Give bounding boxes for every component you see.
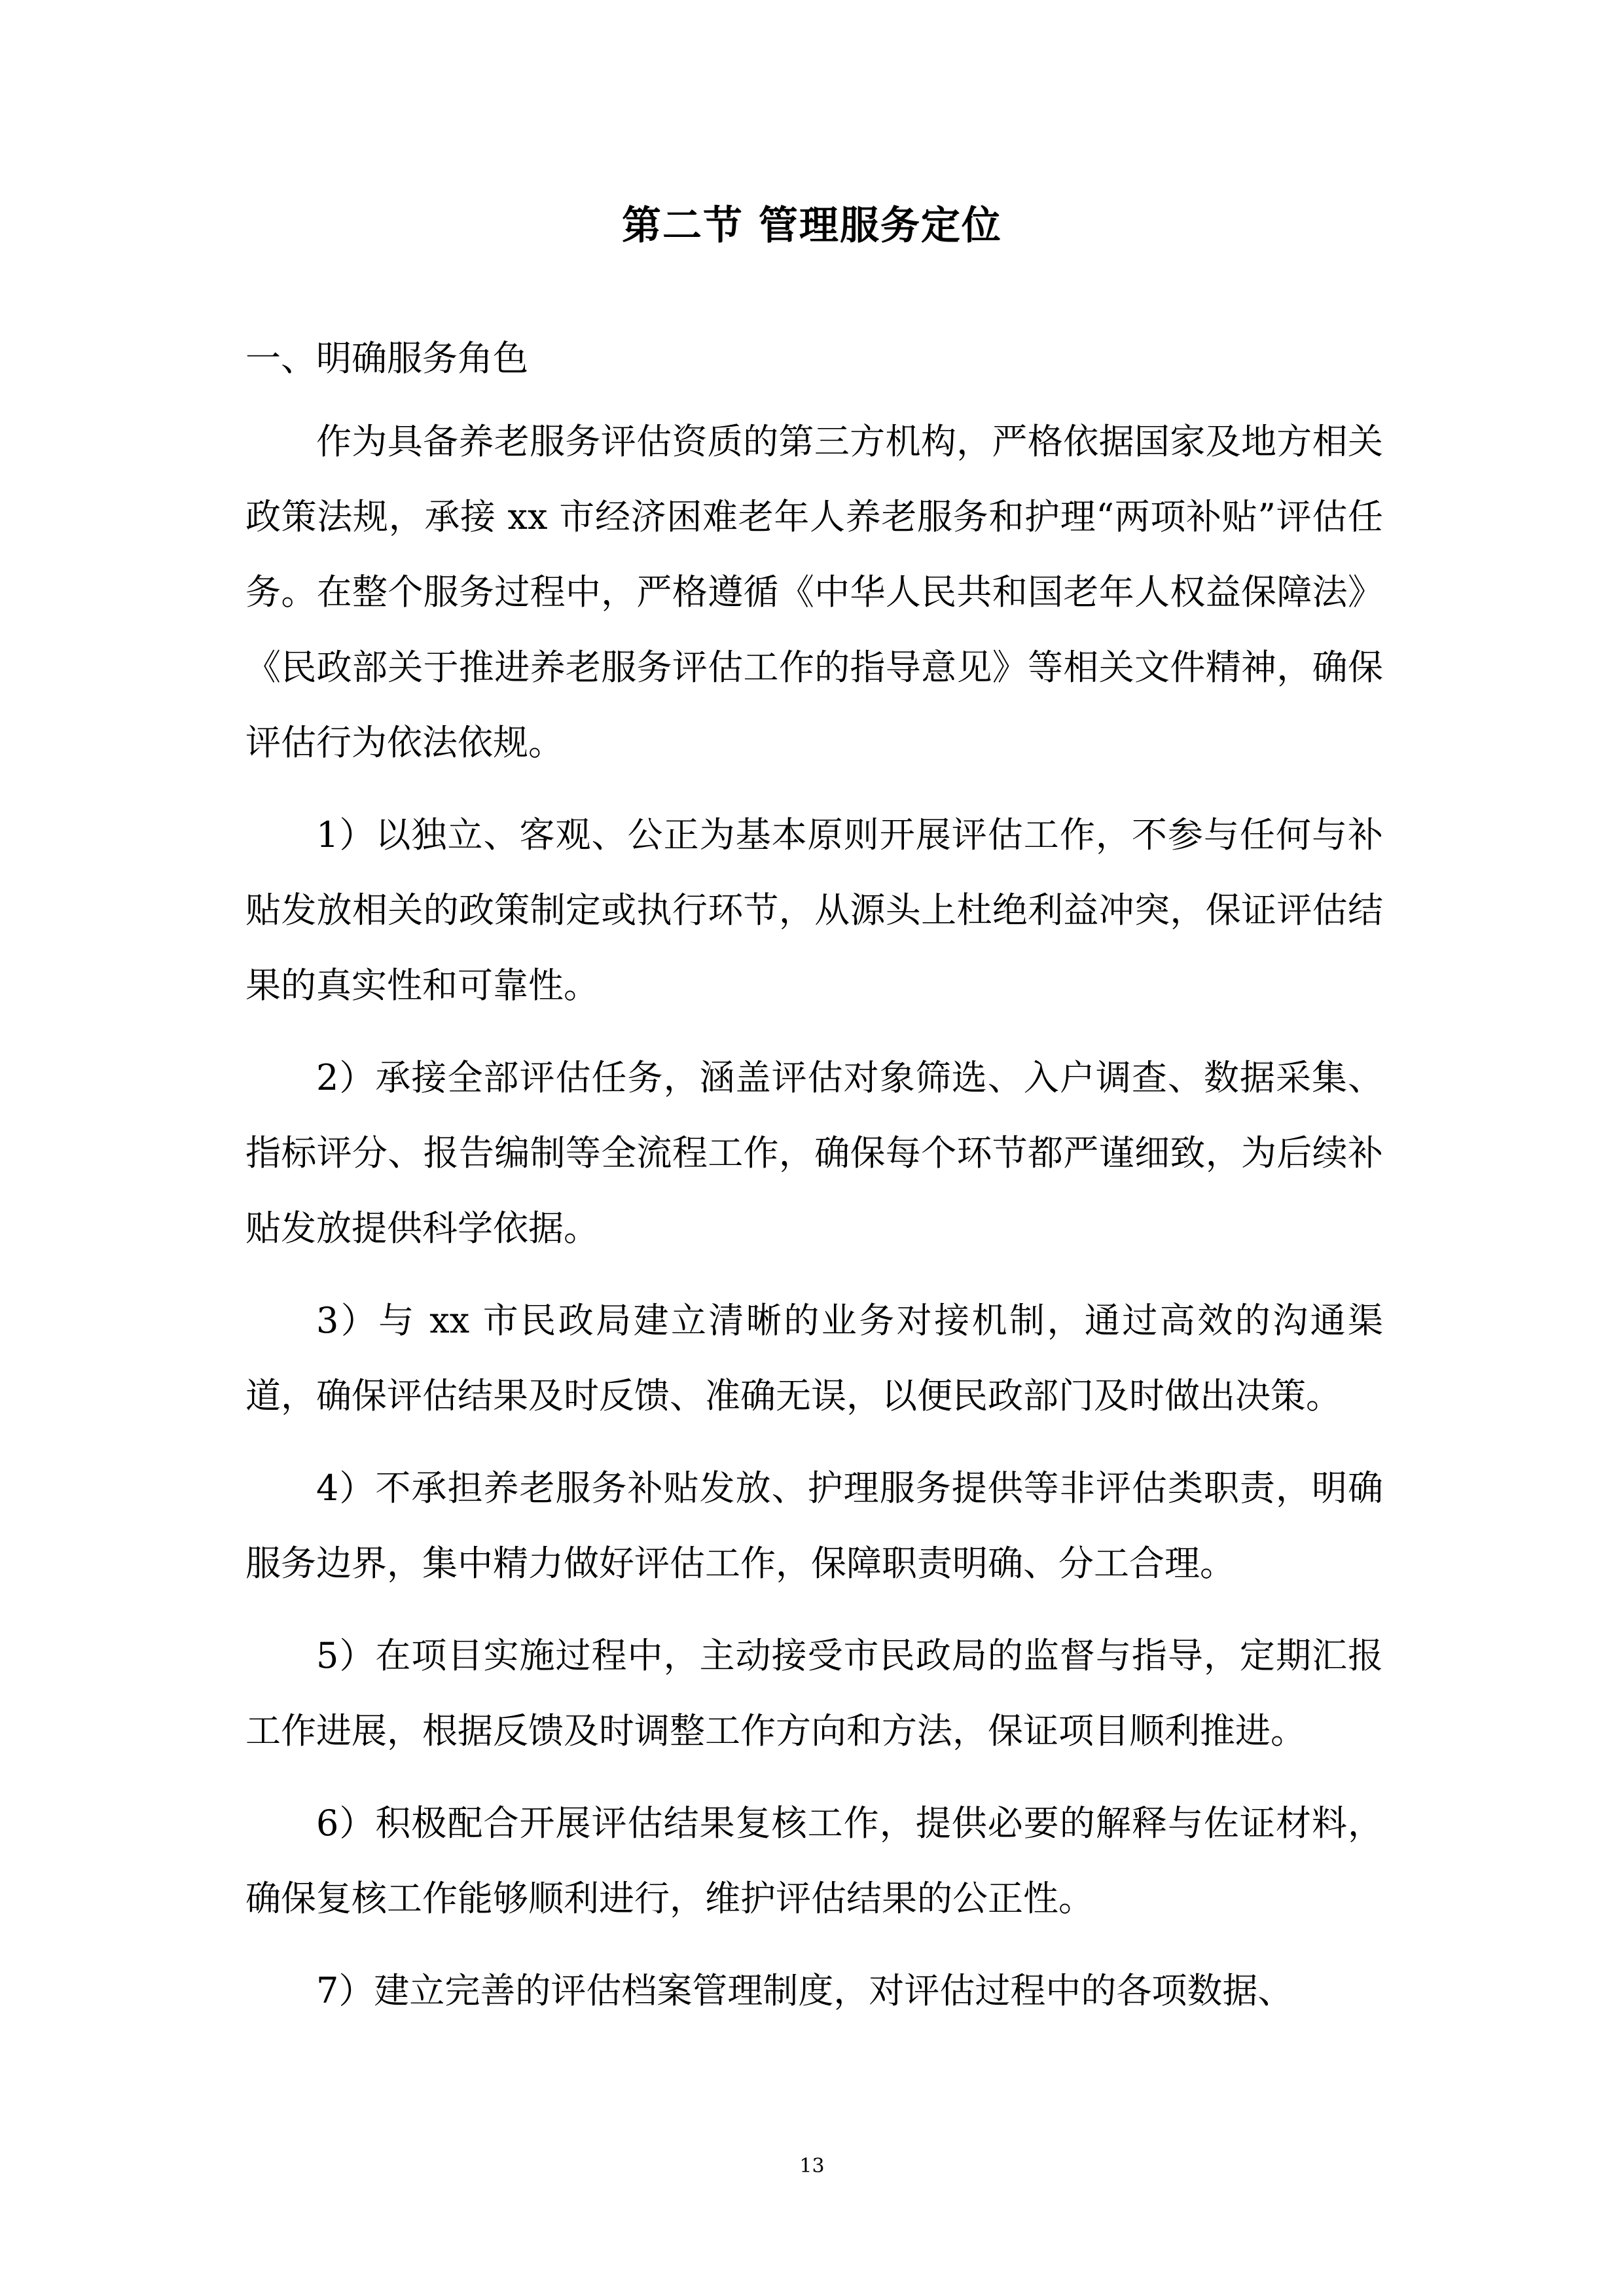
list-item-3: 3）与 xx 市民政局建立清晰的业务对接机制，通过高效的沟通渠道，确保评估结果及时反馈、准确无误，以便民政部门及时做出决策。: [245, 1300, 1383, 1416]
document-body: [245, 321, 1383, 2045]
heading-clarify-service-role: 一、明确服务角色: [245, 338, 528, 379]
list-item-4: 4）不承担养老服务补贴发放、护理服务提供等非评估类职责，明确服务边界，集中精力做好评估工作，保障职责明确、分工合理。: [245, 1467, 1383, 1584]
section-title: 第二节 管理服务定位: [622, 203, 1002, 249]
intro-paragraph: 作为具备养老服务评估资质的第三方机构，严格依据国家及地方相关政策法规，承接 xx 市经济困难老年人养老服务和护理“两项补贴”评估任务。在整个服务过程中，严格遵循《中华人民共和国老年人权益保障法》《民政部关于推进养老服务评估工作的指导意见》等相关文件精神，确保评估行为依法依规。: [245, 421, 1383, 763]
list-item-2: 2）承接全部评估任务，涵盖评估对象筛选、入户调查、数据采集、指标评分、报告编制等全流程工作，确保每个环节都严谨细致，为后续补贴发放提供科学依据。: [245, 1057, 1383, 1249]
list-item-5: 5）在项目实施过程中，主动接受市民政局的监督与指导，定期汇报工作进展，根据反馈及时调整工作方向和方法，保证项目顺利推进。: [245, 1635, 1383, 1751]
page-number: 13: [799, 2155, 825, 2178]
list-item-7: 7）建立完善的评估档案管理制度，对评估过程中的各项数据、: [316, 1970, 1293, 2011]
list-item-6: 6）积极配合开展评估结果复核工作，提供必要的解释与佐证材料，确保复核工作能够顺利进行，维护评估结果的公正性。: [245, 1803, 1383, 1919]
list-item-1: 1）以独立、客观、公正为基本原则开展评估工作，不参与任何与补贴发放相关的政策制定或执行环节，从源头上杜绝利益冲突，保证评估结果的真实性和可靠性。: [245, 814, 1383, 1006]
